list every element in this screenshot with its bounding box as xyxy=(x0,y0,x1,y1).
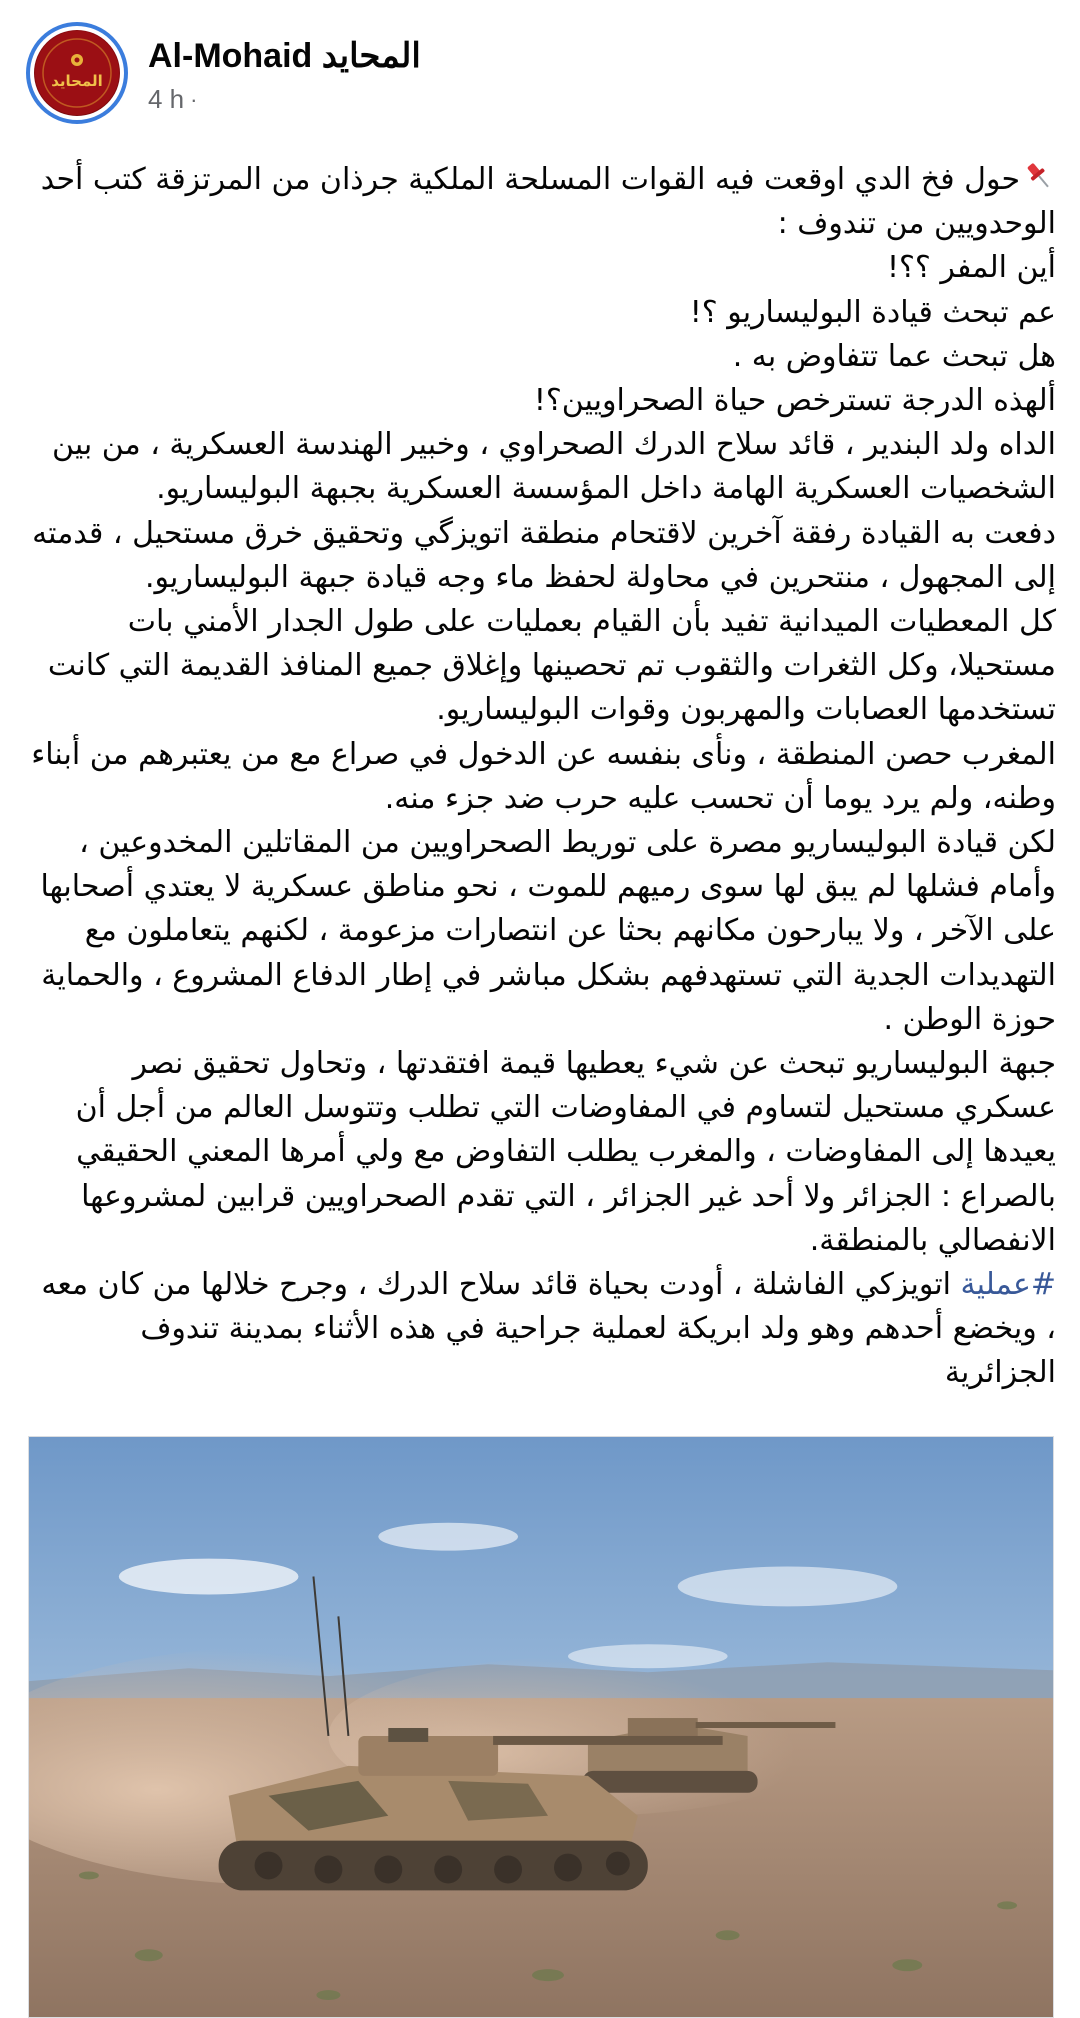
post-paragraph: كل المعطيات الميدانية تفيد بأن القيام بعمليات على طول الجدار الأمني بات مستحيلا، وكل الثغرات والثقوب تم تحصينها وإغلاق جميع المنافذ القديمة التي كانت تستخدمها العصابات والمهربون وقوات البوليساريو. xyxy=(47,604,1056,728)
page-name-link[interactable]: Al-Mohaid المحايد xyxy=(148,37,421,75)
post-paragraph: أين المفر ؟؟! xyxy=(886,250,1056,286)
post-paragraph: جبهة البوليساريو تبحث عن شيء يعطيها قيمة افتقدتها ، وتحاول تحقيق نصر عسكري مستحيل لتساوم في المفاوضات التي تطلب وتتوسل العالم من أجل أن يعيدها إلى المفاوضات ، والمغرب يطلب التفاوض مع ولي أمرها المعني الحقيقي بالصراع : الجزائر ولا أحد غير الجزائر ، التي تقدم الصحراويين قرابين لمشروعها الانفصالي بالمنطقة. xyxy=(75,1046,1056,1258)
post-paragraph: هل تبحث عما تتفاوض به . xyxy=(732,338,1056,374)
post-paragraph: دفعت به القيادة رفقة آخرين لاقتحام منطقة اتويزگي وتحقيق خرق مستحيل ، قدمته إلى المجهول ، منتحرين في محاولة لحفظ ماء وجه قيادة جبهة البوليساريو. xyxy=(32,515,1056,595)
post-meta xyxy=(148,84,197,115)
post-paragraph-last: #عملية اتويزكي الفاشلة ، أودت بحياة قائد سلاح الدرك ، وجرح خلالها من كان معه ، ويخضع أحدهم وهو ولد ابريكة لعملية جراحية في هذه الأثناء بمدينة تندوف الجزائرية xyxy=(41,1267,1056,1391)
page-logo-icon xyxy=(34,30,120,116)
post-paragraph: لكن قيادة البوليساريو مصرة على توريط الصحراويين من المقاتلين المخدوعين ، وأمام فشلها لم يبق لها سوى رميهم للموت ، نحو مناطق عسكرية لا يعتدي أصحابها على الآخر ، ولا يبارحون مكانهم بحثا عن انتصارات مزعومة ، لكنهم يتعاملون مع التهديدات الجدية التي تستهدفهم بشكل مباشر في إطار الدفاع المشروع ، والحماية حوزة الوطن . xyxy=(40,825,1056,1037)
post-header xyxy=(0,0,1080,140)
post-paragraph: المغرب حصن المنطقة ، ونأى بنفسه عن الدخول في صراع مع من يعتبرهم من أبناء وطنه، ولم يرد يوما أن تحسب عليه حرب ضد جزء منه. xyxy=(31,736,1056,816)
meta-separator: · xyxy=(190,86,198,112)
tanks-in-desert-photo xyxy=(29,1437,1053,2017)
post-body xyxy=(26,158,1056,1396)
page-avatar[interactable] xyxy=(26,22,128,124)
svg-text:المحايد: المحايد xyxy=(51,72,103,90)
post-paragraph: ألهذه الدرجة تسترخص حياة الصحراويين؟! xyxy=(533,383,1056,419)
post-paragraph: الداه ولد البندير ، قائد سلاح الدرك الصحراوي ، وخبير الهندسة العسكرية ، من بين الشخصيات العسكرية الهامة داخل المؤسسة العسكرية بجبهة البوليساريو. xyxy=(52,427,1056,507)
post-timestamp[interactable]: 4 h xyxy=(148,84,185,114)
post-photo[interactable] xyxy=(28,1436,1054,2018)
post-paragraph: عم تبحث قيادة البوليساريو ؟! xyxy=(689,294,1056,330)
post-paragraph: حول فخ الدي اوقعت فيه القوات المسلحة الملكية جرذان من المرتزقة كتب أحد الوحدويين من تندوف : xyxy=(26,158,1056,246)
pushpin-icon xyxy=(1022,159,1056,193)
hashtag-link[interactable]: #عملية xyxy=(960,1267,1056,1303)
